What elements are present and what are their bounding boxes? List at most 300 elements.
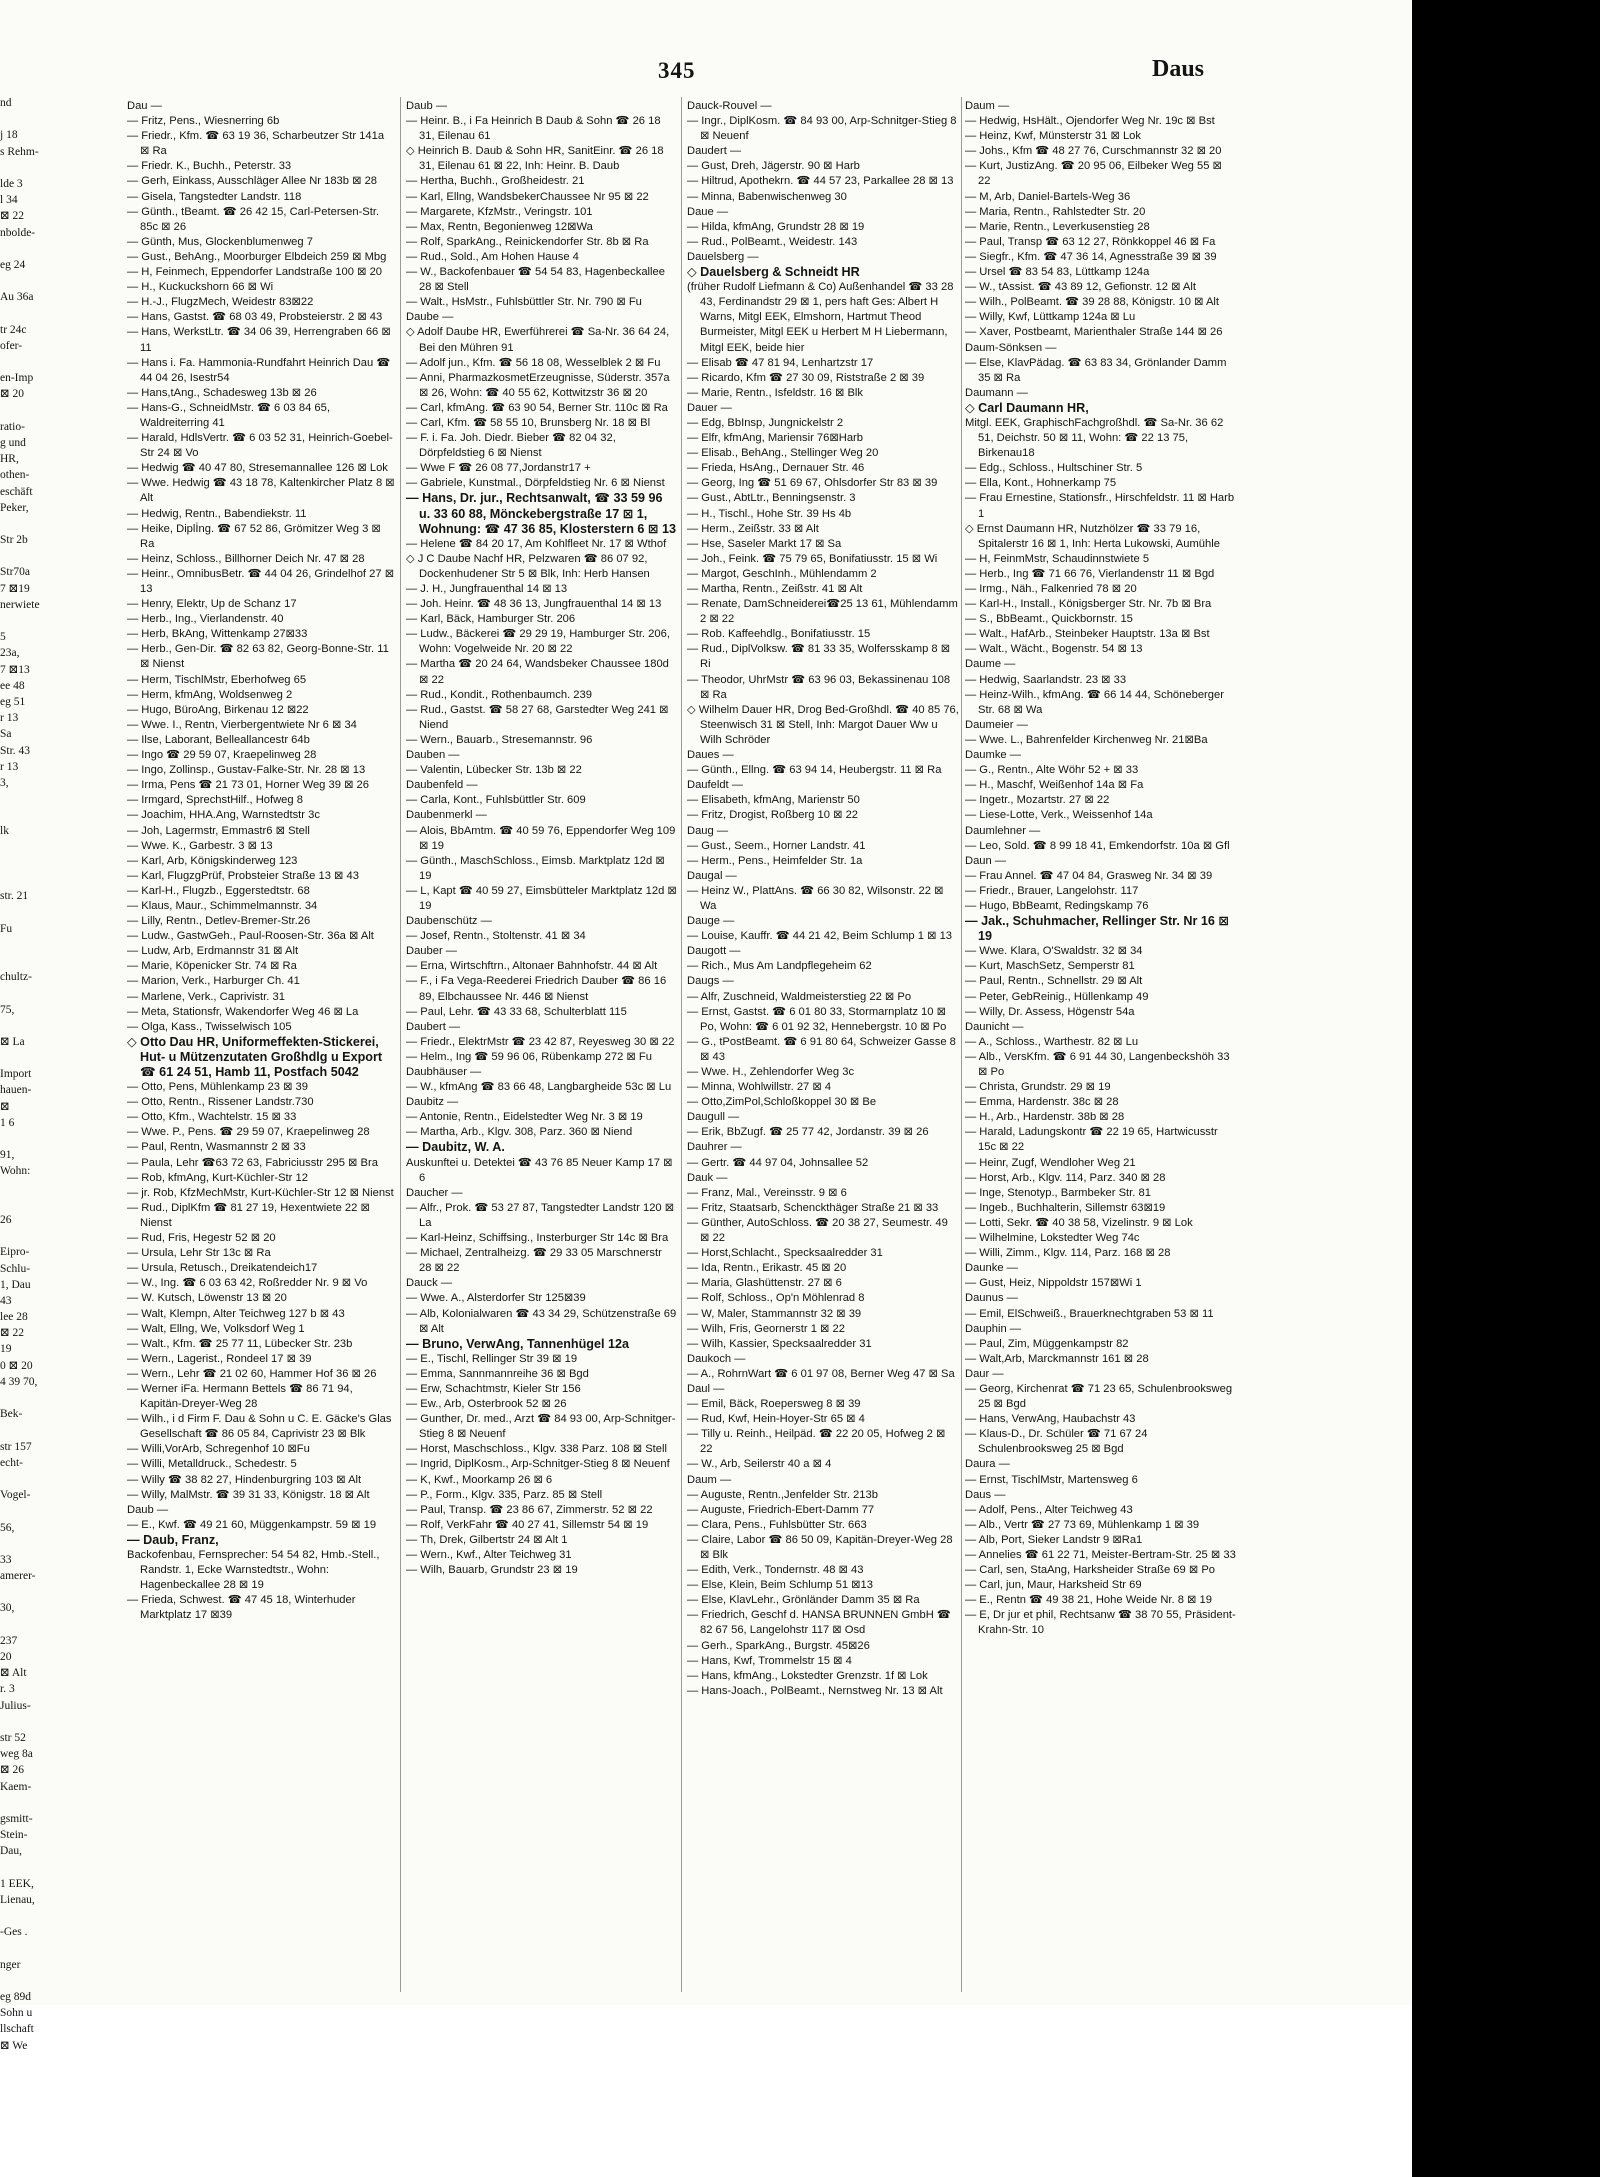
surname-heading: Daucher — xyxy=(406,1186,463,1199)
edge-fragment xyxy=(0,1196,60,1212)
directory-entry: — Otto, Pens, Mühlenkamp 23 ⊠ 39 xyxy=(127,1081,309,1094)
directory-entry: — J. H., Jungfrauenthal 14 ⊠ 13 xyxy=(406,583,568,595)
edge-fragment xyxy=(0,1859,60,1875)
surname-heading: Daul — xyxy=(687,1382,725,1395)
directory-entry: — Hedwig ☎ 40 47 80, Stresemannallee 126 ⊠ Lok xyxy=(127,462,388,475)
directory-entry: — Else, KlavLehr., Grönländer Damm 35 ⊠ Ra xyxy=(687,1594,920,1607)
directory-entry: — Auguste, Friedrich-Ebert-Damm 77 xyxy=(687,1503,875,1516)
directory-entry: — Hans-Joach., PolBeamt., Nernstweg Nr. 13 ⊠ Alt xyxy=(687,1684,943,1697)
directory-entry: — Walt., Wächt., Bogenstr. 54 ⊠ 13 xyxy=(965,643,1143,656)
directory-entry: — Rud., Sold., Am Hohen Hause 4 xyxy=(406,250,579,263)
edge-fragment: 19 xyxy=(0,1343,12,1356)
edge-fragment: 237 xyxy=(0,1634,18,1647)
edge-fragment xyxy=(0,1390,60,1406)
edge-fragment: lde 3 xyxy=(0,177,23,190)
directory-entry: — Rolf, SparkAng., Reinickendorfer Str. 8b ⊠ Ra xyxy=(406,235,649,248)
directory-entry: — Irma, Pens ☎ 21 73 01, Horner Weg 39 ⊠ 26 xyxy=(127,779,369,792)
surname-heading: Dauck — xyxy=(406,1277,453,1290)
directory-entry: — Carla, Kont., Fuhlsbüttler Str. 609 xyxy=(406,794,586,807)
directory-entry: — Paul, Rentn., Schnellstr. 29 ⊠ Alt xyxy=(965,975,1143,988)
directory-entry: — Wilh., PolBeamt. ☎ 39 28 88, Königstr. 10 ⊠ Alt xyxy=(965,296,1220,309)
directory-entry: — Bruno, VerwAng, Tannenhügel 12a xyxy=(406,1336,629,1351)
edge-fragment: 1, Dau xyxy=(0,1278,31,1291)
directory-entry: — Heike, Diplİng. ☎ 67 52 86, Grömitzer Weg 3 ⊠ Ra xyxy=(127,522,381,550)
previous-page-edge xyxy=(0,95,60,2052)
surname-heading: Daubenmerkl — xyxy=(406,809,487,822)
directory-entry: — Hans,tAng., Schadesweg 13b ⊠ 26 xyxy=(127,386,317,399)
directory-entry: ◇ Ernst Daumann HR, Nutzhölzer ☎ 33 79 16, Spitalerstr 16 ⊠ 1, Inh: Herta Lukowski, Aumühle xyxy=(965,522,1220,550)
directory-entry: — Herm., Zeißstr. 33 ⊠ Alt xyxy=(687,522,819,535)
edge-fragment: ⊠ 22 xyxy=(0,210,25,223)
directory-entry: — H, FeinmMstr, Schaudinnstwiete 5 xyxy=(965,552,1150,565)
edge-fragment xyxy=(0,1018,60,1034)
edge-fragment: ⊠ 20 xyxy=(0,388,25,401)
surname-heading: Daunicht — xyxy=(965,1020,1024,1033)
edge-fragment: r 13 xyxy=(0,760,19,773)
edge-fragment xyxy=(0,840,60,856)
surname-heading: Daumeier — xyxy=(965,718,1028,731)
directory-entry: — Ingeb., Buchhalterin, Sillemstr 63⊠19 xyxy=(965,1201,1166,1214)
edge-fragment: Sohn u xyxy=(0,2007,33,2020)
directory-entry: — Emma, Sannmannreihe 36 ⊠ Bgd xyxy=(406,1367,589,1380)
directory-entry: — Max, Rentn, Begonienweg 12⊠Wa xyxy=(406,220,593,233)
directory-entry: — Wern., Lehr ☎ 21 02 60, Hammer Hof 36 ⊠ 26 xyxy=(127,1367,377,1380)
edge-fragment xyxy=(0,1180,60,1196)
edge-fragment: 1 EEK, xyxy=(0,1877,34,1890)
edge-fragment: r 13 xyxy=(0,712,19,725)
edge-fragment: 5 xyxy=(0,631,6,644)
directory-entry: — P., Form., Klgv. 335, Parz. 85 ⊠ Stell xyxy=(406,1488,603,1501)
directory-entry: — Wwe. Klara, O'Swaldstr. 32 ⊠ 34 xyxy=(965,945,1143,958)
directory-entry: — Wilh, Kassier, Specksaalredder 31 xyxy=(687,1337,872,1350)
directory-entry: — L, Kapt ☎ 40 59 27, Eimsbütteler Marktplatz 12d ⊠ 19 xyxy=(406,884,677,912)
directory-entry: — Ida, Rentn., Erikastr. 45 ⊠ 20 xyxy=(687,1262,847,1275)
surname-heading: Daum-Sönksen — xyxy=(965,341,1057,354)
directory-entry: — Minna, Babenwischenweg 30 xyxy=(687,190,847,203)
directory-entry: — Hedwig, Saarlandstr. 23 ⊠ 33 xyxy=(965,673,1127,686)
directory-entry: — Marie, Köpenicker Str. 74 ⊠ Ra xyxy=(127,960,297,973)
directory-entry: — Erw, Schachtmstr, Kieler Str 156 xyxy=(406,1382,581,1395)
surname-heading: Daubenfeld — xyxy=(406,779,478,792)
directory-entry: ◇ Adolf Daube HR, Ewerführerei ☎ Sa-Nr. 36 64 24, Bei den Mühren 91 xyxy=(406,326,670,354)
scan-black-border xyxy=(1412,0,1600,2177)
edge-fragment xyxy=(0,273,60,289)
directory-entry: — Wilhelmine, Lokstedter Weg 74c xyxy=(965,1232,1140,1245)
surname-heading: Daumlehner — xyxy=(965,824,1041,837)
directory-entry: — W., kfmAng ☎ 83 66 48, Langbargheide 53c ⊠ Lu xyxy=(406,1081,672,1094)
directory-entry: — Karl, Bäck, Hamburger Str. 206 xyxy=(406,613,576,626)
directory-entry: — Günth., Ellng. ☎ 63 94 14, Heubergstr. 11 ⊠ Ra xyxy=(687,764,942,777)
directory-entry: Mitgl. EEK, GraphischFachgroßhdl. ☎ Sa-Nr. 36 62 51, Deichstr. 50 ⊠ 11, Wohn: ☎ 22 13 75, Birkenau18 xyxy=(965,416,1224,460)
column-rule xyxy=(961,97,962,1992)
directory-entry: — Minna, Wohlwillstr. 27 ⊠ 4 xyxy=(687,1081,832,1094)
directory-entry: — Friedr., ElektrMstr ☎ 23 42 87, Reyesweg 30 ⊠ 22 xyxy=(406,1035,675,1048)
directory-entry: — H., Kuckuckshorn 66 ⊠ Wi xyxy=(127,281,274,294)
directory-entry: — Wilh., i d Firm F. Dau & Sohn u C. E. Gäcke's Glas Gesellschaft ☎ 86 05 84, Caprivistr 23 ⊠ Blk xyxy=(127,1413,392,1441)
directory-entry: — Walt, Klempn, Alter Teichweg 127 b ⊠ 43 xyxy=(127,1307,345,1320)
directory-entry: — Heinz W., PlattAns. ☎ 66 30 82, Wilsonstr. 22 ⊠ Wa xyxy=(687,884,944,912)
edge-fragment: Import xyxy=(0,1068,32,1081)
directory-entry: — Martha ☎ 20 24 64, Wandsbeker Chaussee 180d ⊠ 22 xyxy=(406,658,669,686)
directory-entry: — Günth., tBeamt. ☎ 26 42 15, Carl-Petersen-Str. 85c ⊠ 26 xyxy=(127,205,380,233)
edge-fragment: llschaft xyxy=(0,2023,34,2036)
surname-heading: Daugull — xyxy=(687,1111,740,1124)
edge-fragment: 4 39 70, xyxy=(0,1375,38,1388)
surname-heading: Daugott — xyxy=(687,945,741,958)
directory-entry: — Joh., Feink. ☎ 75 79 65, Bonifatiusstr. 15 ⊠ Wi xyxy=(687,552,938,565)
directory-entry: — Th, Drek, Gilbertstr 24 ⊠ Alt 1 xyxy=(406,1533,568,1546)
directory-entry: (früher Rudolf Liefmann & Co) Außenhandel ☎ 33 28 43, Ferdinandstr 29 ⊠ 1, pers haft Ges: Albert H Warns, Mitgl EEK, Elmshorn, Hartmut Theod Burmeister, Mitgl EEK u Herbert M H Liebermann, Mitgl EEK, beide hier xyxy=(687,281,954,354)
directory-entry: — Walt, Ellng, We, Volksdorf Weg 1 xyxy=(127,1322,305,1335)
directory-entry: — Hugo, BbBeamt, Redingskamp 76 xyxy=(965,899,1149,912)
edge-fragment: eg 51 xyxy=(0,695,26,708)
edge-fragment: en-Imp xyxy=(0,372,34,385)
directory-entry: — Wwe. I., Rentn, Vierbergentwiete Nr 6 ⊠ 34 xyxy=(127,718,357,731)
directory-entry: — Gust., BehAng., Moorburger Elbdeich 259 ⊠ Mbg xyxy=(127,250,387,263)
edge-fragment: Peker, xyxy=(0,501,29,514)
directory-entry: — Günth, Mus, Glockenblumenweg 7 xyxy=(127,235,313,248)
directory-entry: — Theodor, UhrMstr ☎ 63 96 03, Bekassinenau 108 ⊠ Ra xyxy=(687,673,951,701)
directory-entry: — Alb, Kolonialwaren ☎ 43 34 29, Schützenstraße 69 ⊠ Alt xyxy=(406,1307,677,1335)
directory-entry: — Otto, Rentn., Rissener Landstr.730 xyxy=(127,1096,314,1109)
directory-entry: — Herm, TischlMstr, Eberhofweg 65 xyxy=(127,673,307,686)
directory-entry: — Wilh, Fris, Geornerstr 1 ⊠ 22 xyxy=(687,1322,845,1335)
directory-entry: — Antonie, Rentn., Eidelstedter Weg Nr. 3 ⊠ 19 xyxy=(406,1111,643,1124)
surname-heading: Dauphin — xyxy=(965,1322,1021,1335)
edge-fragment xyxy=(0,160,60,176)
directory-entry: — Elisabeth, kfmAng, Marienstr 50 xyxy=(687,794,860,807)
edge-fragment xyxy=(0,613,60,629)
edge-fragment xyxy=(0,904,60,920)
directory-entry: — K, Kwf., Moorkamp 26 ⊠ 6 xyxy=(406,1473,553,1486)
directory-entry: — Joh, Lagermstr, Emmastr6 ⊠ Stell xyxy=(127,824,310,837)
surname-heading: Dauge — xyxy=(687,915,735,928)
surname-heading: Dauben — xyxy=(406,749,460,762)
directory-entry: — Franz, Mal., Vereinsstr. 9 ⊠ 6 xyxy=(687,1186,847,1199)
directory-entry: — Fritz, Pens., Wiesnerring 6b xyxy=(127,115,280,128)
edge-fragment: Kaem- xyxy=(0,1780,32,1793)
directory-entry: — Walt., HafArb., Steinbeker Hauptstr. 13a ⊠ Bst xyxy=(965,628,1210,641)
directory-entry: — Karl-H., Install., Königsberger Str. Nr. 7b ⊠ Bra xyxy=(965,598,1212,611)
edge-fragment: HR, xyxy=(0,453,19,466)
page-number: 345 xyxy=(658,58,696,83)
directory-entry: — Hertha, Buchh., Großheidestr. 21 xyxy=(406,175,585,188)
directory-entry: — Christa, Grundstr. 29 ⊠ 19 xyxy=(965,1081,1111,1094)
directory-entry: — Michael, Zentralheizg. ☎ 29 33 05 Marschnerstr 28 ⊠ 22 xyxy=(406,1247,662,1275)
directory-entry: — Ernst, TischlMstr, Martensweg 6 xyxy=(965,1473,1138,1486)
surname-heading: Daudert — xyxy=(687,145,742,158)
directory-entry: — Wwe. P., Pens. ☎ 29 59 07, Kraepelinweg 28 xyxy=(127,1126,370,1139)
directory-entry: — Herm., Pens., Heimfelder Str. 1a xyxy=(687,854,863,867)
directory-entry: — Wwe. H., Zehlendorfer Weg 3c xyxy=(687,1066,855,1078)
edge-fragment: 26 xyxy=(0,1213,12,1226)
directory-entry: — W., Arb, Seilerstr 40 a ⊠ 4 xyxy=(687,1458,832,1471)
directory-entry: — Rud., DiplKfm ☎ 81 27 19, Hexentwiete 22 ⊠ Nienst xyxy=(127,1201,370,1229)
directory-entry: — Gust., Seem., Horner Landstr. 41 xyxy=(687,839,866,852)
edge-fragment: ⊠ 26 xyxy=(0,1764,25,1777)
edge-fragment: Stein- xyxy=(0,1829,28,1842)
edge-fragment xyxy=(0,807,60,823)
directory-entry: — Ingr., DiplKosm. ☎ 84 93 00, Arp-Schnitger-Stieg 8 ⊠ Neuenf xyxy=(687,115,957,143)
surname-heading: Dau — xyxy=(127,100,162,112)
edge-fragment: Str 2b xyxy=(0,534,28,547)
directory-entry: — Martha, Rentn., Zeißstr. 41 ⊠ Alt xyxy=(687,583,863,595)
directory-entry: — Fritz, Staatsarb, Schenckthäger Straße 21 ⊠ 33 xyxy=(687,1201,939,1214)
directory-entry: — Alfr., Prok. ☎ 53 27 87, Tangstedter Landstr 120 ⊠ La xyxy=(406,1201,675,1229)
directory-entry: — Siegfr., Kfm. ☎ 47 36 14, Agnesstraße 39 ⊠ 39 xyxy=(965,250,1217,263)
directory-entry: — Wern., Lagerist., Rondeel 17 ⊠ 39 xyxy=(127,1352,312,1365)
directory-entry: — Olga, Kass., Twisselwisch 105 xyxy=(127,1020,292,1033)
surname-heading: Daubhäuser — xyxy=(406,1066,482,1078)
surname-heading: Daube — xyxy=(406,311,454,324)
directory-entry: — Ingo ☎ 29 59 07, Kraepelinweg 28 xyxy=(127,749,317,762)
directory-entry: — Walt,Arb, Marckmannstr 161 ⊠ 28 xyxy=(965,1352,1149,1365)
directory-entry: — Ilse, Laborant, Belleallancestr 64b xyxy=(127,733,310,746)
column-1 xyxy=(127,99,395,1999)
directory-entry: — Jak., Schuhmacher, Rellinger Str. Nr 16 ⊠ 19 xyxy=(965,914,1229,944)
directory-entry: — E., Tischl, Rellinger Str 39 ⊠ 19 xyxy=(406,1352,578,1365)
edge-fragment: s Rehm- xyxy=(0,145,39,158)
column-rule xyxy=(681,97,682,1992)
surname-heading: Daub — xyxy=(406,100,448,112)
directory-entry: — Gerh., SparkAng., Burgstr. 45⊠26 xyxy=(687,1639,870,1652)
surname-heading: Dauhrer — xyxy=(687,1141,742,1154)
edge-fragment: tr 24c xyxy=(0,323,27,336)
directory-entry: — Xaver, Postbeamt, Marienthaler Straße 144 ⊠ 26 xyxy=(965,326,1223,339)
directory-entry: — G., Rentn., Alte Wöhr 52 + ⊠ 33 xyxy=(965,764,1139,777)
directory-entry: ◇ Dauelsberg & Schneidt HR xyxy=(687,265,860,280)
directory-entry: — Kurt, MaschSetz, Semperstr 81 xyxy=(965,960,1135,973)
directory-entry: — Wwe. L., Bahrenfelder Kirchenweg Nr. 21⊠Ba xyxy=(965,733,1208,746)
directory-entry: — Ingo, Zollinsp., Gustav-Falke-Str. Nr. 28 ⊠ 13 xyxy=(127,764,366,777)
surname-heading: Dauck-Rouvel — xyxy=(687,100,772,112)
edge-fragment: hauen- xyxy=(0,1084,32,1097)
directory-entry: — Werner iFa. Hermann Bettels ☎ 86 71 94, Kapitän-Dreyer-Weg 28 xyxy=(127,1382,353,1411)
directory-entry: — Kurt, JustizAng. ☎ 20 95 06, Eilbeker Weg 55 ⊠ 22 xyxy=(965,160,1222,188)
surname-heading: Daukoch — xyxy=(687,1352,746,1365)
directory-entry: — Karl, Ellng, WandsbekerChaussee Nr 95 ⊠ 22 xyxy=(406,190,649,203)
directory-entry: — Irmgard, SprechstHilf., Hofweg 8 xyxy=(127,794,303,807)
edge-fragment: 7 ⊠13 xyxy=(0,663,30,676)
directory-entry: — Carl, jun, Maur, Harksheid Str 69 xyxy=(965,1579,1142,1592)
edge-fragment: Eipro- xyxy=(0,1246,30,1259)
surname-heading: Daugal — xyxy=(687,869,737,882)
directory-entry: — W., Ing. ☎ 6 03 63 42, Roßredder Nr. 9 ⊠ Vo xyxy=(127,1277,368,1290)
directory-entry: — H., Tischl., Hohe Str. 39 Hs 4b xyxy=(687,507,852,520)
edge-fragment: ratio- xyxy=(0,420,25,433)
directory-entry: — Herb, BkAng, Wittenkamp 27⊠33 xyxy=(127,628,308,641)
edge-fragment: chultz- xyxy=(0,971,32,984)
directory-entry: — Willy, Kwf, Lüttkamp 124a ⊠ Lu xyxy=(965,311,1136,324)
directory-entry: — Willy ☎ 38 82 27, Hindenburgring 103 ⊠ Alt xyxy=(127,1473,362,1486)
directory-entry: — Herb., Ing., Vierlandenstr. 40 xyxy=(127,613,284,626)
column-3 xyxy=(687,99,959,1999)
edge-fragment: Au 36a xyxy=(0,291,34,304)
directory-entry: — Irmg., Näh., Falkenried 78 ⊠ 20 xyxy=(965,583,1137,595)
surname-heading: Daues — xyxy=(687,749,734,762)
edge-fragment xyxy=(0,1050,60,1066)
directory-entry: — W., Backofenbauer ☎ 54 54 83, Hagenbeckallee 28 ⊠ Stell xyxy=(406,266,665,294)
directory-entry: — Ludw, Arb, Erdmannstr 31 ⊠ Alt xyxy=(127,945,299,958)
directory-entry: — Heinr, Zugf, Wendloher Weg 21 xyxy=(965,1156,1136,1169)
directory-entry: — Klaus, Maur., Schimmelmannstr. 34 xyxy=(127,899,318,912)
edge-fragment xyxy=(0,1940,60,1956)
edge-fragment: Lienau, xyxy=(0,1893,35,1906)
directory-entry: — Hse, Saseler Markt 17 ⊠ Sa xyxy=(687,537,842,550)
directory-entry: — Hiltrud, Apothekrn. ☎ 44 57 23, Parkallee 28 ⊠ 13 xyxy=(687,175,954,188)
edge-fragment xyxy=(0,872,60,888)
edge-fragment: lee 28 xyxy=(0,1311,28,1324)
directory-entry: — Harald, Ladungskontr ☎ 22 19 65, Hartwicusstr 15c ⊠ 22 xyxy=(965,1126,1218,1154)
directory-entry: — Elfr, kfmAng, Mariensir 76⊠Harb xyxy=(687,432,863,445)
surname-heading: Daunke — xyxy=(965,1262,1018,1275)
surname-heading: Daum — xyxy=(687,1473,732,1486)
directory-entry: — Paul, Transp. ☎ 23 86 67, Zimmerstr. 52 ⊠ 22 xyxy=(406,1503,653,1516)
directory-entry: — Georg, Ing ☎ 51 69 67, Ohlsdorfer Str 83 ⊠ 39 xyxy=(687,477,938,490)
directory-entry: — E, Dr jur et phil, Rechtsanw ☎ 38 70 55, Präsident-Krahn-Str. 10 xyxy=(965,1609,1236,1637)
directory-entry: — Else, Klein, Beim Schlump 51 ⊠13 xyxy=(687,1579,873,1592)
directory-entry: — Hans, Kwf, Trommelstr 15 ⊠ 4 xyxy=(687,1654,852,1667)
directory-entry: — Willy, MalMstr. ☎ 39 31 33, Königstr. 18 ⊠ Alt xyxy=(127,1488,370,1501)
edge-fragment: nbolde- xyxy=(0,226,36,239)
edge-fragment: r. 3 xyxy=(0,1683,15,1696)
directory-entry: — Meta, Stationsfr, Wakendorfer Weg 46 ⊠ La xyxy=(127,1005,359,1018)
directory-entry: — Marion, Verk., Harburger Ch. 41 xyxy=(127,975,300,988)
directory-entry: — Karl-Heinz, Schiffsing., Insterburger Str 14c ⊠ Bra xyxy=(406,1232,669,1245)
directory-entry: — Alfr, Zuschneid, Waldmeisterstieg 22 ⊠ Po xyxy=(687,990,912,1003)
directory-entry: — Harald, HdlsVertr. ☎ 6 03 52 31, Heinrich-Goebel-Str 24 ⊠ Vo xyxy=(127,432,393,460)
directory-entry: — Johs., Kfm ☎ 48 27 76, Curschmannstr 32 ⊠ 20 xyxy=(965,145,1222,158)
surname-heading: Daumke — xyxy=(965,749,1021,762)
directory-entry: — Louise, Kauffr. ☎ 44 21 42, Beim Schlump 1 ⊠ 13 xyxy=(687,930,953,943)
edge-fragment: g und xyxy=(0,436,26,449)
directory-entry: — Annelies ☎ 61 22 71, Meister-Bertram-Str. 25 ⊠ 33 xyxy=(965,1549,1236,1561)
edge-fragment: 1 6 xyxy=(0,1116,15,1129)
directory-entry: — Gust., AbtLtr., Benningsenstr. 3 xyxy=(687,492,856,505)
directory-entry: — Rud, Kwf, Hein-Hoyer-Str 65 ⊠ 4 xyxy=(687,1413,865,1426)
edge-fragment xyxy=(0,985,60,1001)
directory-entry: — Inge, Stenotyp., Barmbeker Str. 81 xyxy=(965,1186,1151,1199)
directory-entry: — Alois, BbAmtm. ☎ 40 59 76, Eppendorfer Weg 109 ⊠ 19 xyxy=(406,824,676,852)
edge-fragment xyxy=(0,791,60,807)
directory-entry: ◇ Heinrich B. Daub & Sohn HR, SanitEinr. ☎ 26 18 31, Eilenau 61 ⊠ 22, Inh: Heinr. B. Daub xyxy=(406,145,664,173)
directory-entry: — H.-J., FlugzMech, Weidestr 83⊠22 xyxy=(127,296,314,309)
directory-entry: — Marlene, Verk., Caprivistr. 31 xyxy=(127,990,285,1003)
directory-entry: — W. Kutsch, Löwenstr 13 ⊠ 20 xyxy=(127,1292,287,1305)
directory-entry: — Herm, kfmAng, Woldsenweg 2 xyxy=(127,688,293,701)
directory-entry: — Joachim, HHA.Ang, Warnstedtstr 3c xyxy=(127,809,320,822)
directory-entry: ◇ Wilhelm Dauer HR, Drog Bed-Großhdl. ☎ 40 85 76, Steenwisch 31 ⊠ Stell, Inh: Margot Dauer Ww u Wilh Schröder xyxy=(687,703,959,746)
surname-heading: Daubitz — xyxy=(406,1096,459,1109)
surname-heading: Dauelsberg — xyxy=(687,250,759,263)
directory-entry: — H., Maschf, Weißenhof 14a ⊠ Fa xyxy=(965,779,1144,792)
directory-entry: — Hans-G., SchneidMstr. ☎ 6 03 84 65, Waldreiterring 41 xyxy=(127,401,330,429)
edge-fragment: ⊠ 22 xyxy=(0,1327,25,1340)
directory-entry: — Hans, VerwAng, Haubachstr 43 xyxy=(965,1413,1136,1426)
edge-fragment: str 52 xyxy=(0,1731,26,1744)
directory-entry: — Marie, Rentn., Isfeldstr. 16 ⊠ Blk xyxy=(687,386,864,399)
edge-fragment xyxy=(0,1584,60,1600)
directory-entry: — Ernst, Gastst. ☎ 6 01 80 33, Stormarnplatz 10 ⊠ Po, Wohn: ☎ 6 01 92 32, Hennebergstr. 10 ⊠ Po xyxy=(687,1005,947,1033)
directory-entry: — Otto,ZimPol,Schloßkoppel 30 ⊠ Be xyxy=(687,1096,877,1109)
directory-entry: — Paul, Transp ☎ 63 12 27, Rönkkoppel 46 ⊠ Fa xyxy=(965,235,1216,248)
edge-fragment: str. 21 xyxy=(0,890,29,903)
directory-entry: — Horst, Maschschloss., Klgv. 338 Parz. 108 ⊠ Stell xyxy=(406,1443,667,1456)
surname-heading: Daubenschütz — xyxy=(406,915,492,928)
directory-entry: — Willy, Dr. Assess, Högenstr 54a xyxy=(965,1005,1135,1018)
directory-entry: — Gunther, Dr. med., Arzt ☎ 84 93 00, Arp-Schnitger-Stieg 8 ⊠ Neuenf xyxy=(406,1413,676,1441)
directory-entry: — Margot, GeschInh., Mühlendamm 2 xyxy=(687,567,877,580)
directory-entry: — Gerh, Einkass, Ausschläger Allee Nr 183b ⊠ 28 xyxy=(127,175,378,188)
edge-fragment: nd xyxy=(0,97,12,109)
directory-entry: — Ursula, Retusch., Dreikatendeich17 xyxy=(127,1262,318,1275)
directory-entry: — Else, KlavPädag. ☎ 63 83 34, Grönlander Damm 35 ⊠ Ra xyxy=(965,356,1227,384)
directory-entry: — Ella, Kont., Hohnerkamp 75 xyxy=(965,477,1117,490)
edge-fragment xyxy=(0,937,60,953)
surname-heading: Daub — xyxy=(127,1503,169,1516)
directory-entry: Backofenbau, Fernsprecher: 54 54 82, Hmb.-Stell., Randstr. 1, Ecke Warnstedtstr., Wohn: Hagenbeckallee 28 ⊠ 19 xyxy=(127,1549,380,1592)
edge-fragment: j 18 xyxy=(0,129,18,142)
edge-fragment: 3, xyxy=(0,776,9,789)
edge-fragment xyxy=(0,1536,60,1552)
edge-fragment: ⊠ Alt xyxy=(0,1667,27,1680)
directory-entry: — Ricardo, Kfm ☎ 27 30 09, Riststraße 2 ⊠ 39 xyxy=(687,371,925,384)
directory-entry: — Georg, Kirchenrat ☎ 71 23 65, Schulenbrooksweg 25 ⊠ Bgd xyxy=(965,1382,1233,1411)
edge-fragment: Bek- xyxy=(0,1408,23,1421)
directory-entry: — Wwe. K., Garbestr. 3 ⊠ 13 xyxy=(127,839,273,852)
directory-entry: — S., BbBeamt., Quickbornstr. 15 xyxy=(965,613,1133,626)
directory-entry: — E., Rentn ☎ 49 38 21, Hohe Weide Nr. 8 ⊠ 19 xyxy=(965,1594,1212,1607)
directory-entry: — Daubitz, W. A. xyxy=(406,1140,505,1155)
directory-entry: — Willi, Zimm., Klgv. 114, Parz. 168 ⊠ 28 xyxy=(965,1247,1171,1260)
directory-entry: — Horst, Arb., Klgv. 114, Parz. 340 ⊠ 28 xyxy=(965,1171,1166,1184)
directory-entry: — Elisab ☎ 47 81 94, Lenhartzstr 17 xyxy=(687,356,874,369)
directory-entry: — Claire, Labor ☎ 86 50 09, Kapitän-Dreyer-Weg 28 ⊠ Blk xyxy=(687,1533,953,1561)
directory-entry: — Paul, Zim, Müggenkampstr 82 xyxy=(965,1337,1129,1350)
directory-entry: — Frau Ernestine, Stationsfr., Hirschfeldstr. 11 ⊠ Harb 1 xyxy=(965,492,1235,520)
edge-fragment: 33 xyxy=(0,1553,12,1566)
directory-entry: — A., RohrnWart ☎ 6 01 97 08, Berner Weg 47 ⊠ Sa xyxy=(687,1367,955,1380)
directory-entry: — Rud., Gastst. ☎ 58 27 68, Garstedter Weg 241 ⊠ Niend xyxy=(406,703,669,731)
surname-heading: Daum — xyxy=(965,100,1010,112)
directory-entry: — Fritz, Drogist, Roßberg 10 ⊠ 22 xyxy=(687,809,859,822)
edge-fragment: amerer- xyxy=(0,1570,36,1583)
directory-entry: — Willi,VorArb, Schregenhof 10 ⊠Fu xyxy=(127,1443,310,1456)
surname-heading: Daun — xyxy=(965,854,1007,867)
edge-fragment xyxy=(0,516,60,532)
edge-fragment: Schlu- xyxy=(0,1262,31,1275)
directory-entry: — Frieda, Schwest. ☎ 47 45 18, Winterhuder Marktplatz 17 ⊠39 xyxy=(127,1594,356,1622)
directory-entry: ◇ Otto Dau HR, Uniformeffekten-Stickerei, Hut- u Mützenzutaten Großhdlg u Export ☎ 61 24 51, Hamb 11, Postfach 5042 xyxy=(127,1034,383,1079)
directory-entry: — Josef, Rentn., Stoltenstr. 41 ⊠ 34 xyxy=(406,930,586,943)
directory-entry: — Friedr., Kfm. ☎ 63 19 36, Scharbeutzer Str 141a ⊠ Ra xyxy=(127,130,385,158)
edge-fragment: Julius- xyxy=(0,1699,31,1712)
directory-entry: — Rud., Kondit., Rothenbaumch. 239 xyxy=(406,688,592,701)
directory-entry: — M, Arb, Daniel-Bartels-Weg 36 xyxy=(965,190,1131,203)
directory-entry: — Hans i. Fa. Hammonia-Rundfahrt Heinrich Dau ☎ 44 04 26, Isestr54 xyxy=(127,356,391,384)
edge-fragment: 0 ⊠ 20 xyxy=(0,1359,33,1372)
edge-fragment xyxy=(0,1714,60,1730)
surname-heading: Dauk — xyxy=(687,1171,728,1184)
directory-entry: — Anni, PharmazkosmetErzeugnisse, Süderstr. 357a ⊠ 26, Wohn: ☎ 40 55 62, Kottwitzstr 36 ⊠ 20 xyxy=(406,371,670,399)
surname-heading: Dauer — xyxy=(687,401,732,414)
directory-entry: — Alb., Vertr ☎ 27 73 69, Mühlenkamp 1 ⊠ 39 xyxy=(965,1518,1200,1531)
edge-fragment xyxy=(0,1973,60,1989)
directory-entry: — F., i Fa Vega-Reederei Friedrich Dauber ☎ 86 16 89, Elbchaussee Nr. 446 ⊠ Nienst xyxy=(406,975,667,1003)
surname-heading: Daue — xyxy=(687,205,729,218)
directory-entry: — Gust, Heiz, Nippoldstr 157⊠Wi 1 xyxy=(965,1277,1142,1290)
directory-entry: — Emil, Bäck, Roepersweg 8 ⊠ 39 xyxy=(687,1398,861,1411)
